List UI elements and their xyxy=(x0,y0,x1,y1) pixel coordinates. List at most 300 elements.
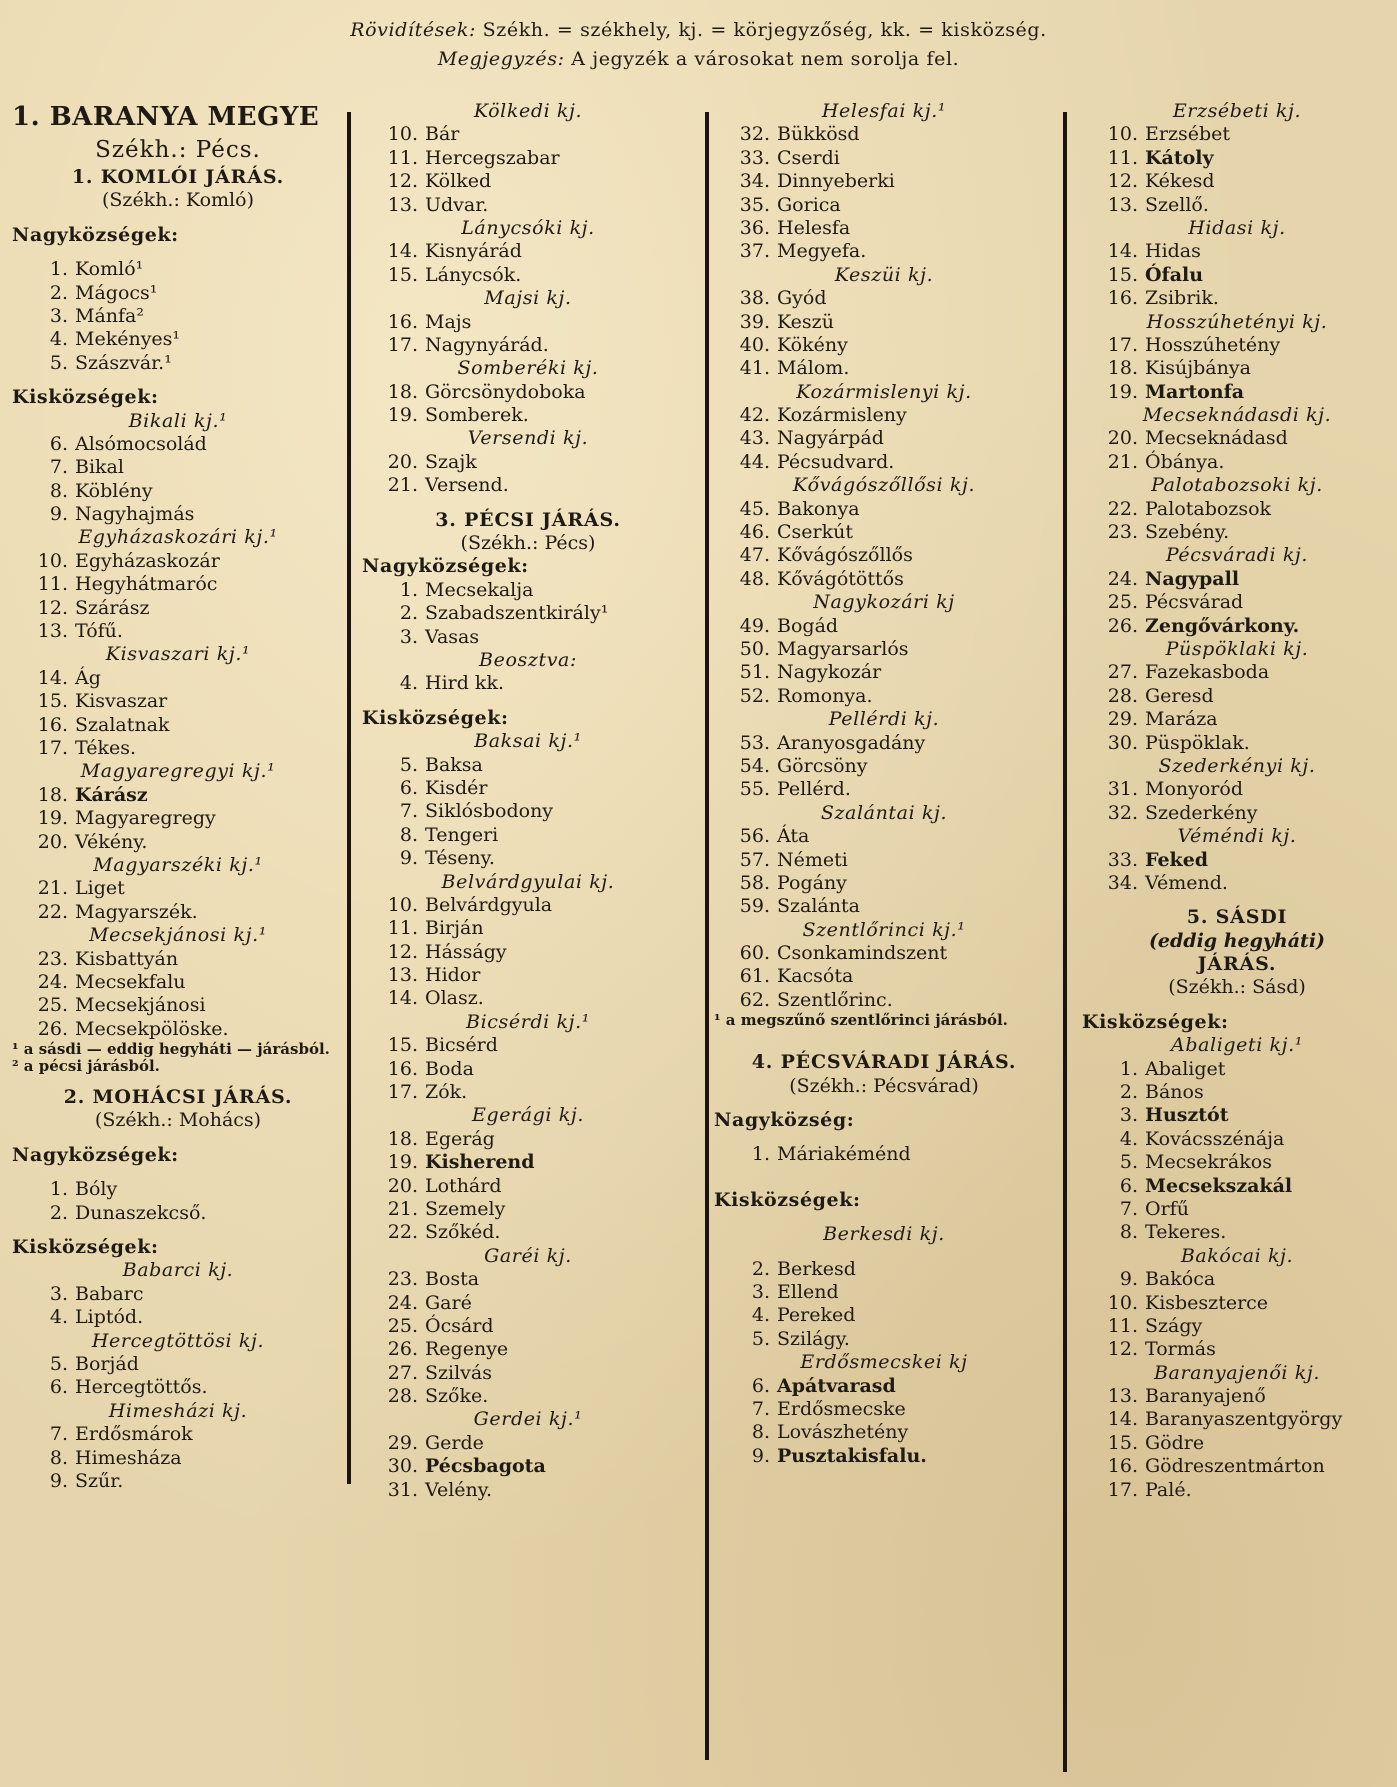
item-number: 16. xyxy=(37,713,68,736)
item-number: 40. xyxy=(739,333,770,356)
district-seat: (Székh.: Mohács) xyxy=(94,1109,262,1132)
item-number: 11. xyxy=(1107,146,1138,169)
category-heading: Kisközségek: xyxy=(12,386,159,409)
village-name: Hird kk. xyxy=(425,672,504,695)
abbreviations-line xyxy=(0,16,1397,45)
spacer xyxy=(12,213,344,224)
list-item xyxy=(714,357,1054,380)
list-item xyxy=(714,311,1054,334)
village-name: Mecsekjánosi xyxy=(75,994,206,1017)
item-number: 7. xyxy=(49,456,68,479)
spacer xyxy=(12,375,344,386)
village-name: Komló¹ xyxy=(75,258,144,281)
item-number: 4. xyxy=(1119,1127,1138,1150)
village-name: Mecseknádasd xyxy=(1145,427,1288,450)
list-item xyxy=(12,1018,344,1041)
item-number: 57. xyxy=(739,848,770,871)
item-number: 27. xyxy=(1107,661,1138,684)
list-item xyxy=(714,615,1054,638)
item-number: 38. xyxy=(739,287,770,310)
list-item xyxy=(12,994,344,1017)
spacer xyxy=(12,1133,344,1144)
village-name: Kozármisleny xyxy=(777,404,907,427)
list-item xyxy=(12,305,344,328)
item-number: 18. xyxy=(1107,357,1138,380)
list-item xyxy=(1082,357,1392,380)
village-name: Téseny. xyxy=(425,847,495,870)
list-item xyxy=(1082,1385,1392,1408)
notary-district-heading: Bikali kj.¹ xyxy=(128,409,228,432)
list-item xyxy=(362,264,694,287)
list-item xyxy=(1082,498,1392,521)
list-item xyxy=(362,1198,694,1221)
note-label: Megjegyzés: xyxy=(437,48,565,70)
notary-district-heading: Pécsváradi kj. xyxy=(1165,544,1309,567)
list-item xyxy=(1082,1338,1392,1361)
notary-district-heading: Majsi kj. xyxy=(484,287,572,310)
list-item xyxy=(1082,381,1392,404)
district-seat: (Székh.: Komló) xyxy=(102,189,254,212)
village-name: Aranyosgadány xyxy=(777,731,926,754)
village-name: Dunaszekcső. xyxy=(75,1201,207,1224)
notary-district-heading: Erdősmecskei kj xyxy=(800,1351,968,1374)
district-seat: (Székh.: Pécsvárad) xyxy=(789,1074,979,1097)
list-item xyxy=(1082,1104,1392,1127)
list-item xyxy=(362,987,694,1010)
item-number: 20. xyxy=(1107,427,1138,450)
list-item xyxy=(362,311,694,334)
item-number: 12. xyxy=(1107,170,1138,193)
item-number: 19. xyxy=(387,404,418,427)
item-number: 24. xyxy=(387,1291,418,1314)
village-name: Megyefa. xyxy=(777,240,867,263)
village-name: Tekeres. xyxy=(1145,1221,1227,1244)
village-name: Görcsöny xyxy=(777,754,868,777)
list-item xyxy=(12,714,344,737)
village-name: Bikal xyxy=(75,456,124,479)
spacer xyxy=(714,1132,1054,1143)
list-item xyxy=(714,732,1054,755)
notary-district-heading: Püspöklaki kj. xyxy=(1165,637,1309,660)
notary-district-heading: Keszüi kj. xyxy=(834,263,934,286)
item-number: 1. xyxy=(751,1143,770,1166)
column-1 xyxy=(12,100,344,1493)
village-name: Vémend. xyxy=(1145,871,1228,894)
village-name: Nagypall xyxy=(1145,567,1240,590)
item-number: 24. xyxy=(1107,567,1138,590)
list-item xyxy=(714,872,1054,895)
village-name: Kővágótöttős xyxy=(777,567,904,590)
village-name: Vasas xyxy=(425,625,480,648)
village-name: Borjád xyxy=(75,1352,139,1375)
village-name: Hercegszabar xyxy=(425,146,560,169)
village-name: Baranyajenő xyxy=(1145,1385,1266,1408)
village-name: Gerde xyxy=(425,1431,484,1454)
village-name: Magyarsarlós xyxy=(777,637,909,660)
item-number: 8. xyxy=(751,1421,770,1444)
list-item xyxy=(1082,1175,1392,1198)
item-number: 5. xyxy=(49,1352,68,1375)
list-item xyxy=(1082,1479,1392,1502)
item-number: 26. xyxy=(1107,614,1138,637)
list-item xyxy=(12,1306,344,1329)
village-name: Kisnyárád xyxy=(425,240,522,263)
spacer xyxy=(12,1075,344,1086)
list-item xyxy=(714,498,1054,521)
list-item xyxy=(1082,802,1392,825)
item-number: 7. xyxy=(1119,1197,1138,1220)
list-item xyxy=(714,755,1054,778)
item-number: 25. xyxy=(37,994,68,1017)
village-name: Alsómocsolád xyxy=(75,432,207,455)
village-name: Erdősmárok xyxy=(75,1423,193,1446)
item-number: 22. xyxy=(387,1221,418,1244)
list-item xyxy=(1082,1268,1392,1291)
list-item xyxy=(1082,1081,1392,1104)
list-item xyxy=(1082,591,1392,614)
notary-district-heading: Nagykozári kj xyxy=(813,591,955,614)
list-item xyxy=(362,404,694,427)
item-number: 61. xyxy=(739,965,770,988)
category-heading: Kisközségek: xyxy=(1082,1010,1229,1033)
list-item xyxy=(714,451,1054,474)
list-item xyxy=(362,1455,694,1478)
item-number: 12. xyxy=(387,940,418,963)
village-name: Szilvás xyxy=(425,1361,492,1384)
village-name: Tengeri xyxy=(425,823,499,846)
village-name: Szemely xyxy=(425,1197,506,1220)
list-item xyxy=(12,620,344,643)
village-name: Gödre xyxy=(1145,1431,1205,1454)
list-item xyxy=(12,784,344,807)
village-name: Hásságy xyxy=(425,940,507,963)
item-number: 46. xyxy=(739,521,770,544)
item-number: 23. xyxy=(37,947,68,970)
list-item xyxy=(362,917,694,940)
notary-district-heading: Egyházaskozári kj.¹ xyxy=(78,526,278,549)
notary-district-heading: Mecsekjánosi kj.¹ xyxy=(89,924,267,947)
list-item xyxy=(362,941,694,964)
notary-district-heading: Bakócai kj. xyxy=(1180,1244,1294,1267)
item-number: 30. xyxy=(1107,731,1138,754)
village-name: Mecsekalja xyxy=(425,578,534,601)
village-name: Boda xyxy=(425,1057,474,1080)
list-item xyxy=(1082,147,1392,170)
item-number: 39. xyxy=(739,310,770,333)
list-item xyxy=(714,1258,1054,1281)
item-number: 43. xyxy=(739,427,770,450)
item-number: 12. xyxy=(1107,1338,1138,1361)
list-item xyxy=(362,964,694,987)
item-number: 15. xyxy=(1107,263,1138,286)
column-4 xyxy=(1082,100,1392,1502)
village-name: Szellő. xyxy=(1145,193,1209,216)
list-item xyxy=(362,1362,694,1385)
village-name: Kisbattyán xyxy=(75,947,179,970)
village-name: Ófalu xyxy=(1145,263,1204,286)
village-name: Kökény xyxy=(777,333,848,356)
list-item xyxy=(1082,685,1392,708)
village-name: Szűr. xyxy=(75,1469,124,1492)
village-name: Máriakéménd xyxy=(777,1143,911,1166)
list-item xyxy=(362,123,694,146)
list-item xyxy=(714,965,1054,988)
list-item xyxy=(362,1268,694,1291)
item-number: 26. xyxy=(37,1017,68,1040)
item-number: 30. xyxy=(387,1455,418,1478)
item-number: 21. xyxy=(37,877,68,900)
village-name: Szebény. xyxy=(1145,521,1230,544)
village-name: Köblény xyxy=(75,479,153,502)
list-item xyxy=(362,1432,694,1455)
village-name: Kisherend xyxy=(425,1151,535,1174)
spacer xyxy=(362,696,694,707)
item-number: 26. xyxy=(387,1338,418,1361)
item-number: 3. xyxy=(49,1282,68,1305)
village-name: Lothárd xyxy=(425,1174,502,1197)
list-item xyxy=(362,1081,694,1104)
list-item xyxy=(12,1353,344,1376)
list-item xyxy=(1082,1292,1392,1315)
spacer xyxy=(1082,1000,1392,1011)
list-item xyxy=(362,170,694,193)
item-number: 11. xyxy=(387,917,418,940)
notary-district-heading: Baksai kj.¹ xyxy=(474,730,582,753)
village-name: Kisdér xyxy=(425,776,488,799)
village-name: Cserkút xyxy=(777,521,853,544)
list-item xyxy=(1082,521,1392,544)
item-number: 13. xyxy=(37,620,68,643)
village-name: Apátvarasd xyxy=(777,1374,896,1397)
list-item xyxy=(362,381,694,404)
item-number: 5. xyxy=(49,351,68,374)
list-item xyxy=(1082,568,1392,591)
list-item xyxy=(362,194,694,217)
item-number: 35. xyxy=(739,193,770,216)
item-number: 42. xyxy=(739,404,770,427)
list-item xyxy=(362,240,694,263)
village-name: Liptód. xyxy=(75,1306,144,1329)
village-name: Mecsekpölöske. xyxy=(75,1017,229,1040)
item-number: 58. xyxy=(739,871,770,894)
item-number: 11. xyxy=(1107,1314,1138,1337)
list-item xyxy=(1082,1221,1392,1244)
item-number: 7. xyxy=(751,1397,770,1420)
village-name: Regenye xyxy=(425,1338,509,1361)
category-heading: Kisközségek: xyxy=(362,706,509,729)
list-item xyxy=(1082,240,1392,263)
item-number: 37. xyxy=(739,240,770,263)
village-name: Garé xyxy=(425,1291,472,1314)
village-name: Helesfa xyxy=(777,216,851,239)
village-name: Mekényes¹ xyxy=(75,328,181,351)
item-number: 22. xyxy=(37,900,68,923)
list-item xyxy=(12,1178,344,1201)
footnote: ² a pécsi járásból. xyxy=(12,1057,160,1076)
list-item xyxy=(714,123,1054,146)
village-name: Kacsóta xyxy=(777,965,854,988)
village-name: Óbánya. xyxy=(1145,450,1225,473)
village-name: Szederkény xyxy=(1145,801,1258,824)
village-name: Görcsönydoboka xyxy=(425,380,586,403)
item-number: 17. xyxy=(387,1081,418,1104)
village-name: Pécsvárad xyxy=(1145,591,1244,614)
village-name: Ellend xyxy=(777,1280,839,1303)
village-name: Kölked xyxy=(425,170,492,193)
list-item xyxy=(1082,849,1392,872)
village-name: Bicsérd xyxy=(425,1034,498,1057)
village-name: Majs xyxy=(425,310,472,333)
item-number: 36. xyxy=(739,216,770,239)
item-number: 22. xyxy=(1107,497,1138,520)
village-name: Bakóca xyxy=(1145,1268,1216,1291)
item-number: 6. xyxy=(751,1374,770,1397)
notary-district-heading: Somberéki kj. xyxy=(457,357,599,380)
village-name: Gorica xyxy=(777,193,841,216)
notary-district-heading: Belvárdgyulai kj. xyxy=(441,870,615,893)
item-number: 17. xyxy=(387,333,418,356)
village-name: Szajk xyxy=(425,450,477,473)
item-number: 14. xyxy=(387,240,418,263)
village-name: Kovácsszénája xyxy=(1145,1127,1285,1150)
list-item xyxy=(1082,661,1392,684)
notary-district-heading: Garéi kj. xyxy=(484,1244,572,1267)
item-number: 9. xyxy=(751,1444,770,1467)
village-name: Szalánta xyxy=(777,895,860,918)
item-number: 19. xyxy=(37,807,68,830)
village-name: Hegyhátmaróc xyxy=(75,573,218,596)
item-number: 17. xyxy=(1107,333,1138,356)
village-name: Fazekasboda xyxy=(1145,661,1270,684)
village-name: Lovászhetény xyxy=(777,1421,909,1444)
item-number: 60. xyxy=(739,942,770,965)
list-item xyxy=(12,433,344,456)
item-number: 50. xyxy=(739,637,770,660)
list-item xyxy=(12,690,344,713)
list-item xyxy=(714,568,1054,591)
list-item xyxy=(714,544,1054,567)
item-number: 12. xyxy=(387,170,418,193)
list-item xyxy=(714,895,1054,918)
list-item xyxy=(12,667,344,690)
list-item xyxy=(362,147,694,170)
list-item xyxy=(12,948,344,971)
item-number: 53. xyxy=(739,731,770,754)
village-name: Málom. xyxy=(777,357,850,380)
notary-district-heading: Hidasi kj. xyxy=(1188,216,1286,239)
list-item xyxy=(1082,264,1392,287)
village-name: Bükkösd xyxy=(777,123,860,146)
spacer xyxy=(362,498,694,509)
item-number: 18. xyxy=(387,1127,418,1150)
spacer xyxy=(714,1098,1054,1109)
item-number: 4. xyxy=(399,672,418,695)
village-name: Palotabozsok xyxy=(1145,497,1272,520)
list-item xyxy=(1082,778,1392,801)
item-number: 20. xyxy=(387,1174,418,1197)
village-name: Szilágy. xyxy=(777,1327,850,1350)
village-name: Erzsébet xyxy=(1145,123,1230,146)
item-number: 2. xyxy=(1119,1081,1138,1104)
list-item xyxy=(12,1202,344,1225)
item-number: 6. xyxy=(49,1376,68,1399)
item-number: 10. xyxy=(387,123,418,146)
item-number: 6. xyxy=(49,432,68,455)
village-name: Mecsekfalu xyxy=(75,970,186,993)
footnote: ¹ a megszűnő szentlőrinci járásból. xyxy=(714,1011,1008,1030)
item-number: 28. xyxy=(1107,684,1138,707)
village-name: Bár xyxy=(425,123,460,146)
district-title: 5. SÁSDI xyxy=(1186,906,1288,929)
village-name: Zengővárkony. xyxy=(1145,614,1300,637)
item-number: 17. xyxy=(37,736,68,759)
district-title: 4. PÉCSVÁRADI JÁRÁS. xyxy=(751,1051,1017,1074)
list-item xyxy=(1082,1058,1392,1081)
item-number: 8. xyxy=(49,1446,68,1469)
item-number: 34. xyxy=(739,170,770,193)
item-number: 23. xyxy=(1107,521,1138,544)
village-name: Zók. xyxy=(425,1081,468,1104)
list-item xyxy=(12,807,344,830)
item-number: 33. xyxy=(1107,848,1138,871)
list-item xyxy=(1082,1128,1392,1151)
item-number: 7. xyxy=(399,800,418,823)
item-number: 47. xyxy=(739,544,770,567)
list-item xyxy=(714,942,1054,965)
item-number: 45. xyxy=(739,497,770,520)
list-item xyxy=(714,685,1054,708)
village-name: Kékesd xyxy=(1145,170,1215,193)
footnote: ¹ a sásdi — eddig hegyháti — járásból. xyxy=(12,1040,330,1059)
district-seat: (Székh.: Sásd) xyxy=(1168,976,1306,999)
district-subtitle: (eddig hegyháti) xyxy=(1148,929,1326,952)
item-number: 21. xyxy=(387,474,418,497)
item-number: 18. xyxy=(37,783,68,806)
village-name: Monyoród xyxy=(1145,778,1243,801)
village-name: Ág xyxy=(75,666,101,689)
village-name: Geresd xyxy=(1145,684,1214,707)
document-header xyxy=(0,16,1397,74)
list-item xyxy=(714,638,1054,661)
item-number: 7. xyxy=(49,1423,68,1446)
notary-district-heading: Véméndi kj. xyxy=(1177,825,1297,848)
item-number: 16. xyxy=(1107,287,1138,310)
village-name: Pereked xyxy=(777,1304,856,1327)
village-name: Tékes. xyxy=(75,736,136,759)
village-name: Mágocs¹ xyxy=(75,281,158,304)
village-name: Nagyárpád xyxy=(777,427,884,450)
village-name: Hosszúhetény xyxy=(1145,333,1281,356)
list-item xyxy=(362,777,694,800)
list-item xyxy=(12,550,344,573)
list-item xyxy=(12,1423,344,1446)
village-name: Egerág xyxy=(425,1127,495,1150)
item-number: 56. xyxy=(739,825,770,848)
item-number: 28. xyxy=(387,1385,418,1408)
notary-district-heading: Hosszúhetényi kj. xyxy=(1146,310,1328,333)
list-item xyxy=(714,404,1054,427)
village-name: Bakonya xyxy=(777,497,860,520)
item-number: 15. xyxy=(1107,1431,1138,1454)
list-item xyxy=(714,287,1054,310)
item-number: 55. xyxy=(739,778,770,801)
village-name: Kisbeszterce xyxy=(1145,1291,1269,1314)
village-name: Kátoly xyxy=(1145,146,1214,169)
item-number: 11. xyxy=(387,146,418,169)
village-name: Bosta xyxy=(425,1268,480,1291)
item-number: 10. xyxy=(1107,123,1138,146)
notary-district-heading: Kozármislenyi kj. xyxy=(796,380,972,403)
